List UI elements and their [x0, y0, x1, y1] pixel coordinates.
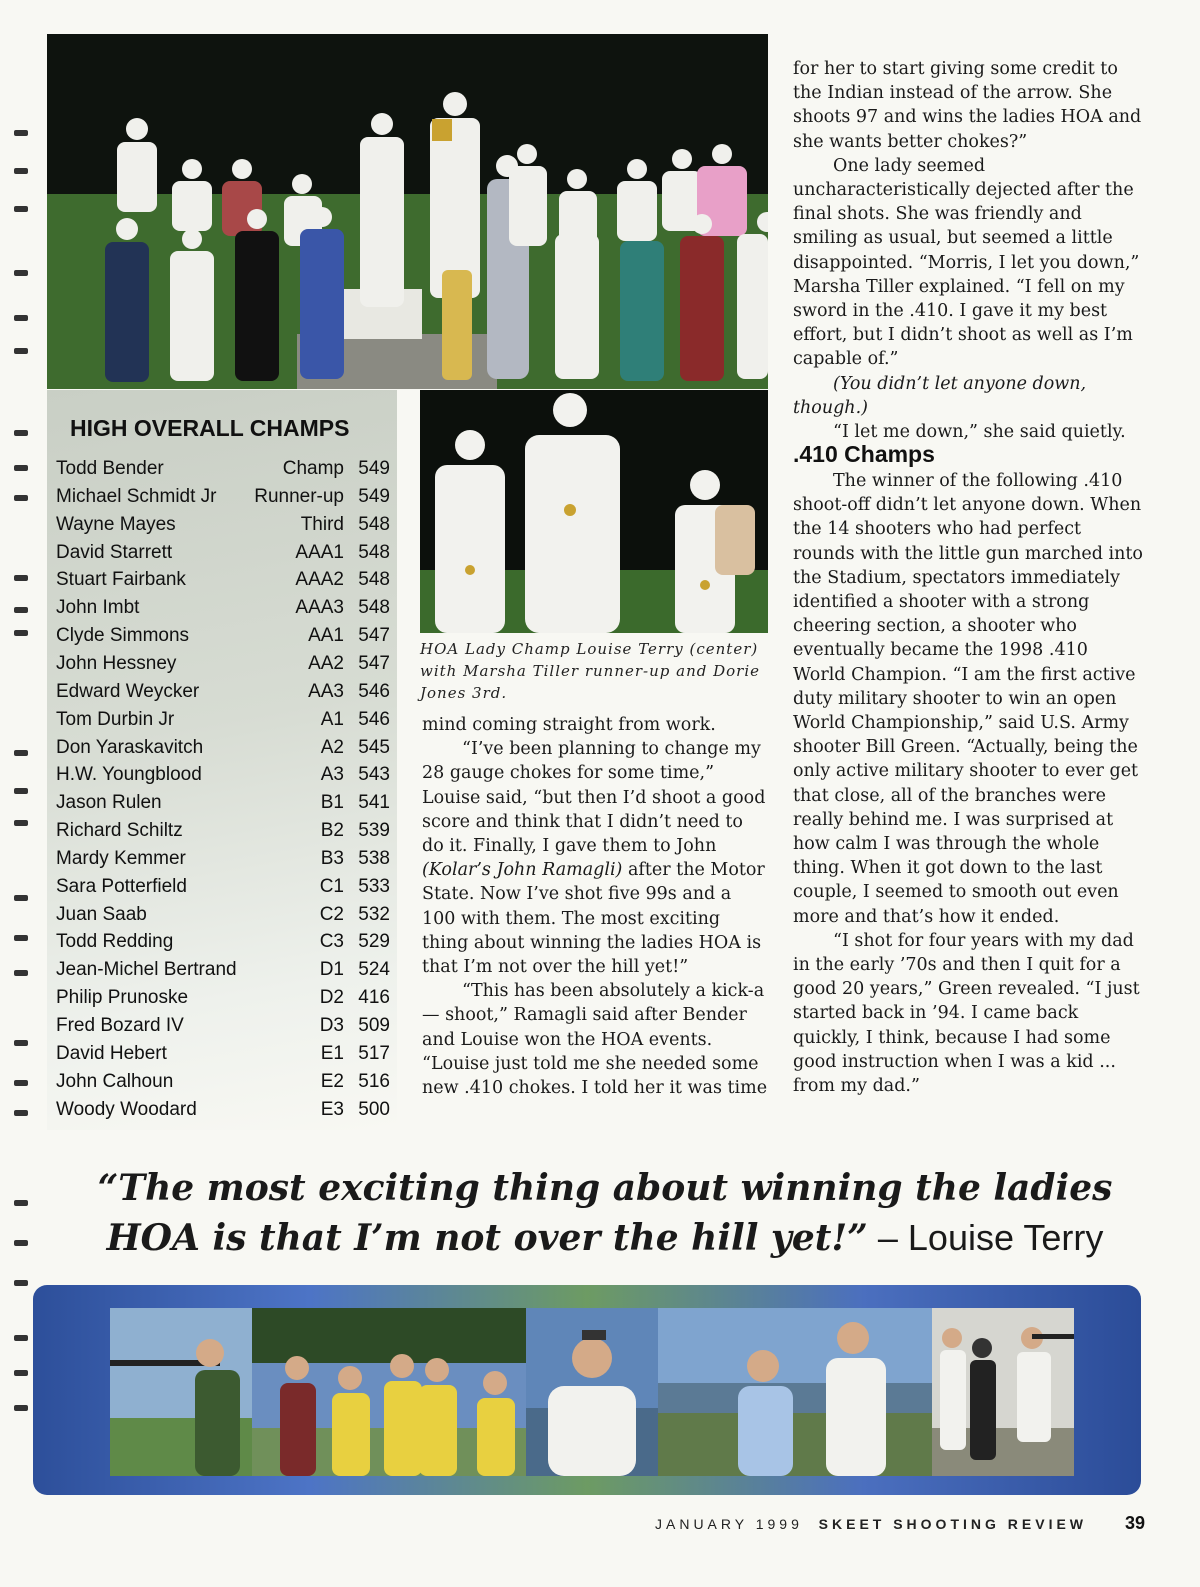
- paragraph: “I shot for four years with my dad in the early ’70s and then I quit for a good 20 years,” Green revealed. “I just started back in ’94. I came back quickly, I think, because I had some good instruction when I was a kid ... from my dad.”: [793, 930, 1140, 1097]
- champ-name: Stuart Fairbank: [56, 569, 186, 591]
- champ-place: A2: [320, 736, 344, 758]
- champs-row: [56, 931, 390, 959]
- article-column-right-continued: [793, 469, 1145, 1098]
- champ-name: David Hebert: [56, 1042, 167, 1064]
- champs-row: [56, 486, 390, 514]
- strip-photo-man-portrait: [526, 1308, 658, 1476]
- section-heading-410-champs: .410 Champs: [793, 441, 935, 467]
- champs-row: [56, 848, 390, 876]
- champs-row: [56, 1099, 390, 1127]
- champ-place: A1: [320, 708, 344, 730]
- champs-title: HIGH OVERALL CHAMPS: [70, 415, 350, 441]
- champ-score: 532: [358, 903, 390, 925]
- champ-place: Champ: [282, 458, 344, 479]
- strip-photo-shooter-woman: [110, 1308, 252, 1476]
- champ-score: 517: [358, 1042, 390, 1064]
- champ-name: Edward Weycker: [56, 680, 200, 702]
- champ-place: E2: [320, 1070, 344, 1092]
- champ-score: 524: [358, 959, 390, 981]
- champ-name: Jason Rulen: [56, 792, 162, 814]
- champ-place: AAA2: [295, 569, 344, 591]
- champ-score: 548: [358, 597, 390, 619]
- champ-name: Mardy Kemmer: [56, 847, 186, 869]
- champs-row: [56, 764, 390, 792]
- champ-score: 548: [358, 569, 390, 591]
- champ-place: D3: [319, 1015, 344, 1036]
- champ-place: B2: [320, 820, 344, 842]
- champ-name: H.W. Youngblood: [56, 764, 202, 786]
- champs-row: [56, 1071, 390, 1099]
- champs-row: [56, 987, 390, 1015]
- champ-place: AA3: [308, 680, 344, 702]
- champ-place: E1: [320, 1042, 344, 1064]
- champ-place: C1: [319, 875, 344, 897]
- champ-name: Juan Saab: [56, 903, 147, 925]
- champ-name: John Hessney: [56, 652, 177, 674]
- champ-score: 516: [358, 1070, 390, 1092]
- champ-score: 548: [358, 513, 390, 535]
- champ-place: AA1: [308, 625, 344, 647]
- paragraph: “I let me down,” she said quietly.: [833, 422, 1126, 443]
- group-photo: [47, 34, 768, 389]
- champ-place: D2: [319, 987, 344, 1009]
- champ-name: Don Yaraskavitch: [56, 736, 204, 758]
- champ-score: 500: [358, 1098, 390, 1120]
- champ-score: 547: [358, 625, 390, 647]
- champ-name: Wayne Mayes: [56, 513, 176, 535]
- champs-row: [56, 597, 390, 625]
- champ-score: 529: [358, 931, 390, 953]
- champ-name: Michael Schmidt Jr: [56, 485, 217, 507]
- champ-place: AAA1: [295, 541, 344, 563]
- champ-place: Third: [300, 513, 344, 535]
- champ-score: 533: [358, 875, 390, 897]
- champ-score: 549: [358, 458, 390, 479]
- champ-score: 509: [358, 1015, 390, 1036]
- champ-score: 543: [358, 764, 390, 786]
- champs-row: [56, 792, 390, 820]
- paragraph: for her to start giving some credit to the Indian instead of the arrow. She shoots 97 and wins the ladies HOA and she wants better chokes?”: [793, 59, 1142, 152]
- champs-row: [56, 653, 390, 681]
- paragraph: The winner of the following .410 shoot-off didn’t let anyone down. When the 14 shooters who had perfect rounds with the little gun marched into the Stadium, spectators immediately identified a shooter with a strong cheering section, a shooter who eventually became the 1998 .410 World Champion. “I am the first active duty military shooter to win an open World Championship,” said U.S. Army shooter Bill Green. “Actually, being the only active military shooter to ever get that close, all of the branches were really behind me. I was surprised at how calm I was through the whole thing. When it got down to the last couple, I seemed to smooth out even more and that’s how it ended.: [793, 471, 1143, 927]
- champ-place: Runner-up: [254, 485, 344, 507]
- page-number: 39: [1125, 1513, 1146, 1533]
- binder-marks: [14, 120, 34, 1420]
- champ-name: John Calhoun: [56, 1070, 174, 1092]
- champ-place: D1: [319, 959, 344, 981]
- champ-score: 541: [358, 792, 390, 814]
- paragraph: “I’ve been planning to change my 28 gauge chokes for some time,” Louise said, “but then I’d shoot a good score and think that I didn’t need to do it. Finally, I gave them to John (Kolar’s John Ramagli) after the Motor State. Now I’ve shot five 99s and a 100 with them. The most exciting thing about winning the ladies HOA is that I’m not over the hill yet!”: [422, 739, 766, 978]
- editor-aside: (You didn’t let anyone down, though.): [793, 373, 1087, 418]
- paragraph: “This has been absolutely a kick-a— shoot,” Ramagli said after Bender and Louise won the HOA events. “Louise just told me she needed some new .410 chokes. I told her it was time: [422, 981, 768, 1099]
- champ-place: AA2: [308, 652, 344, 674]
- champs-row: [56, 1043, 390, 1071]
- champs-row: [56, 514, 390, 542]
- champ-score: 539: [358, 820, 390, 842]
- champ-place: A3: [320, 764, 344, 786]
- champ-score: 547: [358, 652, 390, 674]
- champ-place: C2: [319, 903, 344, 925]
- champs-row: [56, 1015, 390, 1043]
- champs-row: [56, 458, 390, 486]
- champs-row: [56, 876, 390, 904]
- champ-name: Jean-Michel Bertrand: [56, 959, 237, 981]
- champ-score: 546: [358, 708, 390, 730]
- champs-row: [56, 681, 390, 709]
- champ-name: Todd Bender: [56, 458, 164, 479]
- champ-place: B3: [320, 847, 344, 869]
- paragraph: mind coming straight from work.: [422, 715, 716, 735]
- champs-row: [56, 820, 390, 848]
- champs-row: [56, 542, 390, 570]
- champ-place: E3: [320, 1098, 344, 1120]
- champ-place: AAA3: [295, 597, 344, 619]
- article-column-middle: [422, 713, 770, 1100]
- champ-score: 545: [358, 736, 390, 758]
- champs-row: [56, 737, 390, 765]
- pull-quote-text: “The most exciting thing about winning the ladies HOA is that I’m not over the hill yet!”: [97, 1167, 1113, 1259]
- champ-place: B1: [320, 792, 344, 814]
- champ-name: Sara Potterfield: [56, 875, 187, 897]
- footer-publication: SKEET SHOOTING REVIEW: [818, 1516, 1088, 1532]
- strip-photo-group: [252, 1308, 526, 1476]
- champs-row: [56, 709, 390, 737]
- champ-name: Philip Prunoske: [56, 987, 189, 1009]
- strip-photo-two-men: [658, 1308, 932, 1476]
- paragraph: One lady seemed uncharacteristically dejected after the final shots. She was friendly and smiling as usual, but seemed a little disappointed. “Morris, I let you down,” Marsha Tiller explained. “I fell on my sword in the .410. I gave it my best effort, but I didn’t shoot as well as I’m capable of.”: [793, 155, 1140, 370]
- champ-name: David Starrett: [56, 541, 173, 563]
- champ-name: Todd Redding: [56, 931, 174, 953]
- champ-score: 538: [358, 847, 390, 869]
- champ-name: John Imbt: [56, 597, 140, 619]
- article-column-right: [793, 57, 1145, 444]
- champ-name: Fred Bozard IV: [56, 1015, 184, 1036]
- pull-quote-attribution: – Louise Terry: [867, 1217, 1104, 1258]
- champs-row: [56, 959, 390, 987]
- strip-photo-shooters-firing: [932, 1308, 1074, 1476]
- champ-name: Richard Schiltz: [56, 820, 183, 842]
- champ-name: Clyde Simmons: [56, 625, 190, 647]
- champ-score: 548: [358, 541, 390, 563]
- ladies-champs-photo: [420, 390, 768, 633]
- champs-row: [56, 904, 390, 932]
- page-footer: [655, 1516, 1087, 1532]
- photo-caption: HOA Lady Champ Louise Terry (center) with Marsha Tiller runner-up and Dorie Jones 3rd.: [420, 640, 761, 702]
- champs-row: [56, 569, 390, 597]
- footer-date: JANUARY 1999: [655, 1516, 803, 1532]
- champ-score: 416: [358, 987, 390, 1009]
- pull-quote: [60, 1163, 1150, 1263]
- champ-place: C3: [319, 931, 344, 953]
- champs-row: [56, 625, 390, 653]
- champ-score: 549: [358, 485, 390, 507]
- champ-name: Tom Durbin Jr: [56, 708, 175, 730]
- champ-score: 546: [358, 680, 390, 702]
- champ-name: Woody Woodard: [56, 1098, 197, 1120]
